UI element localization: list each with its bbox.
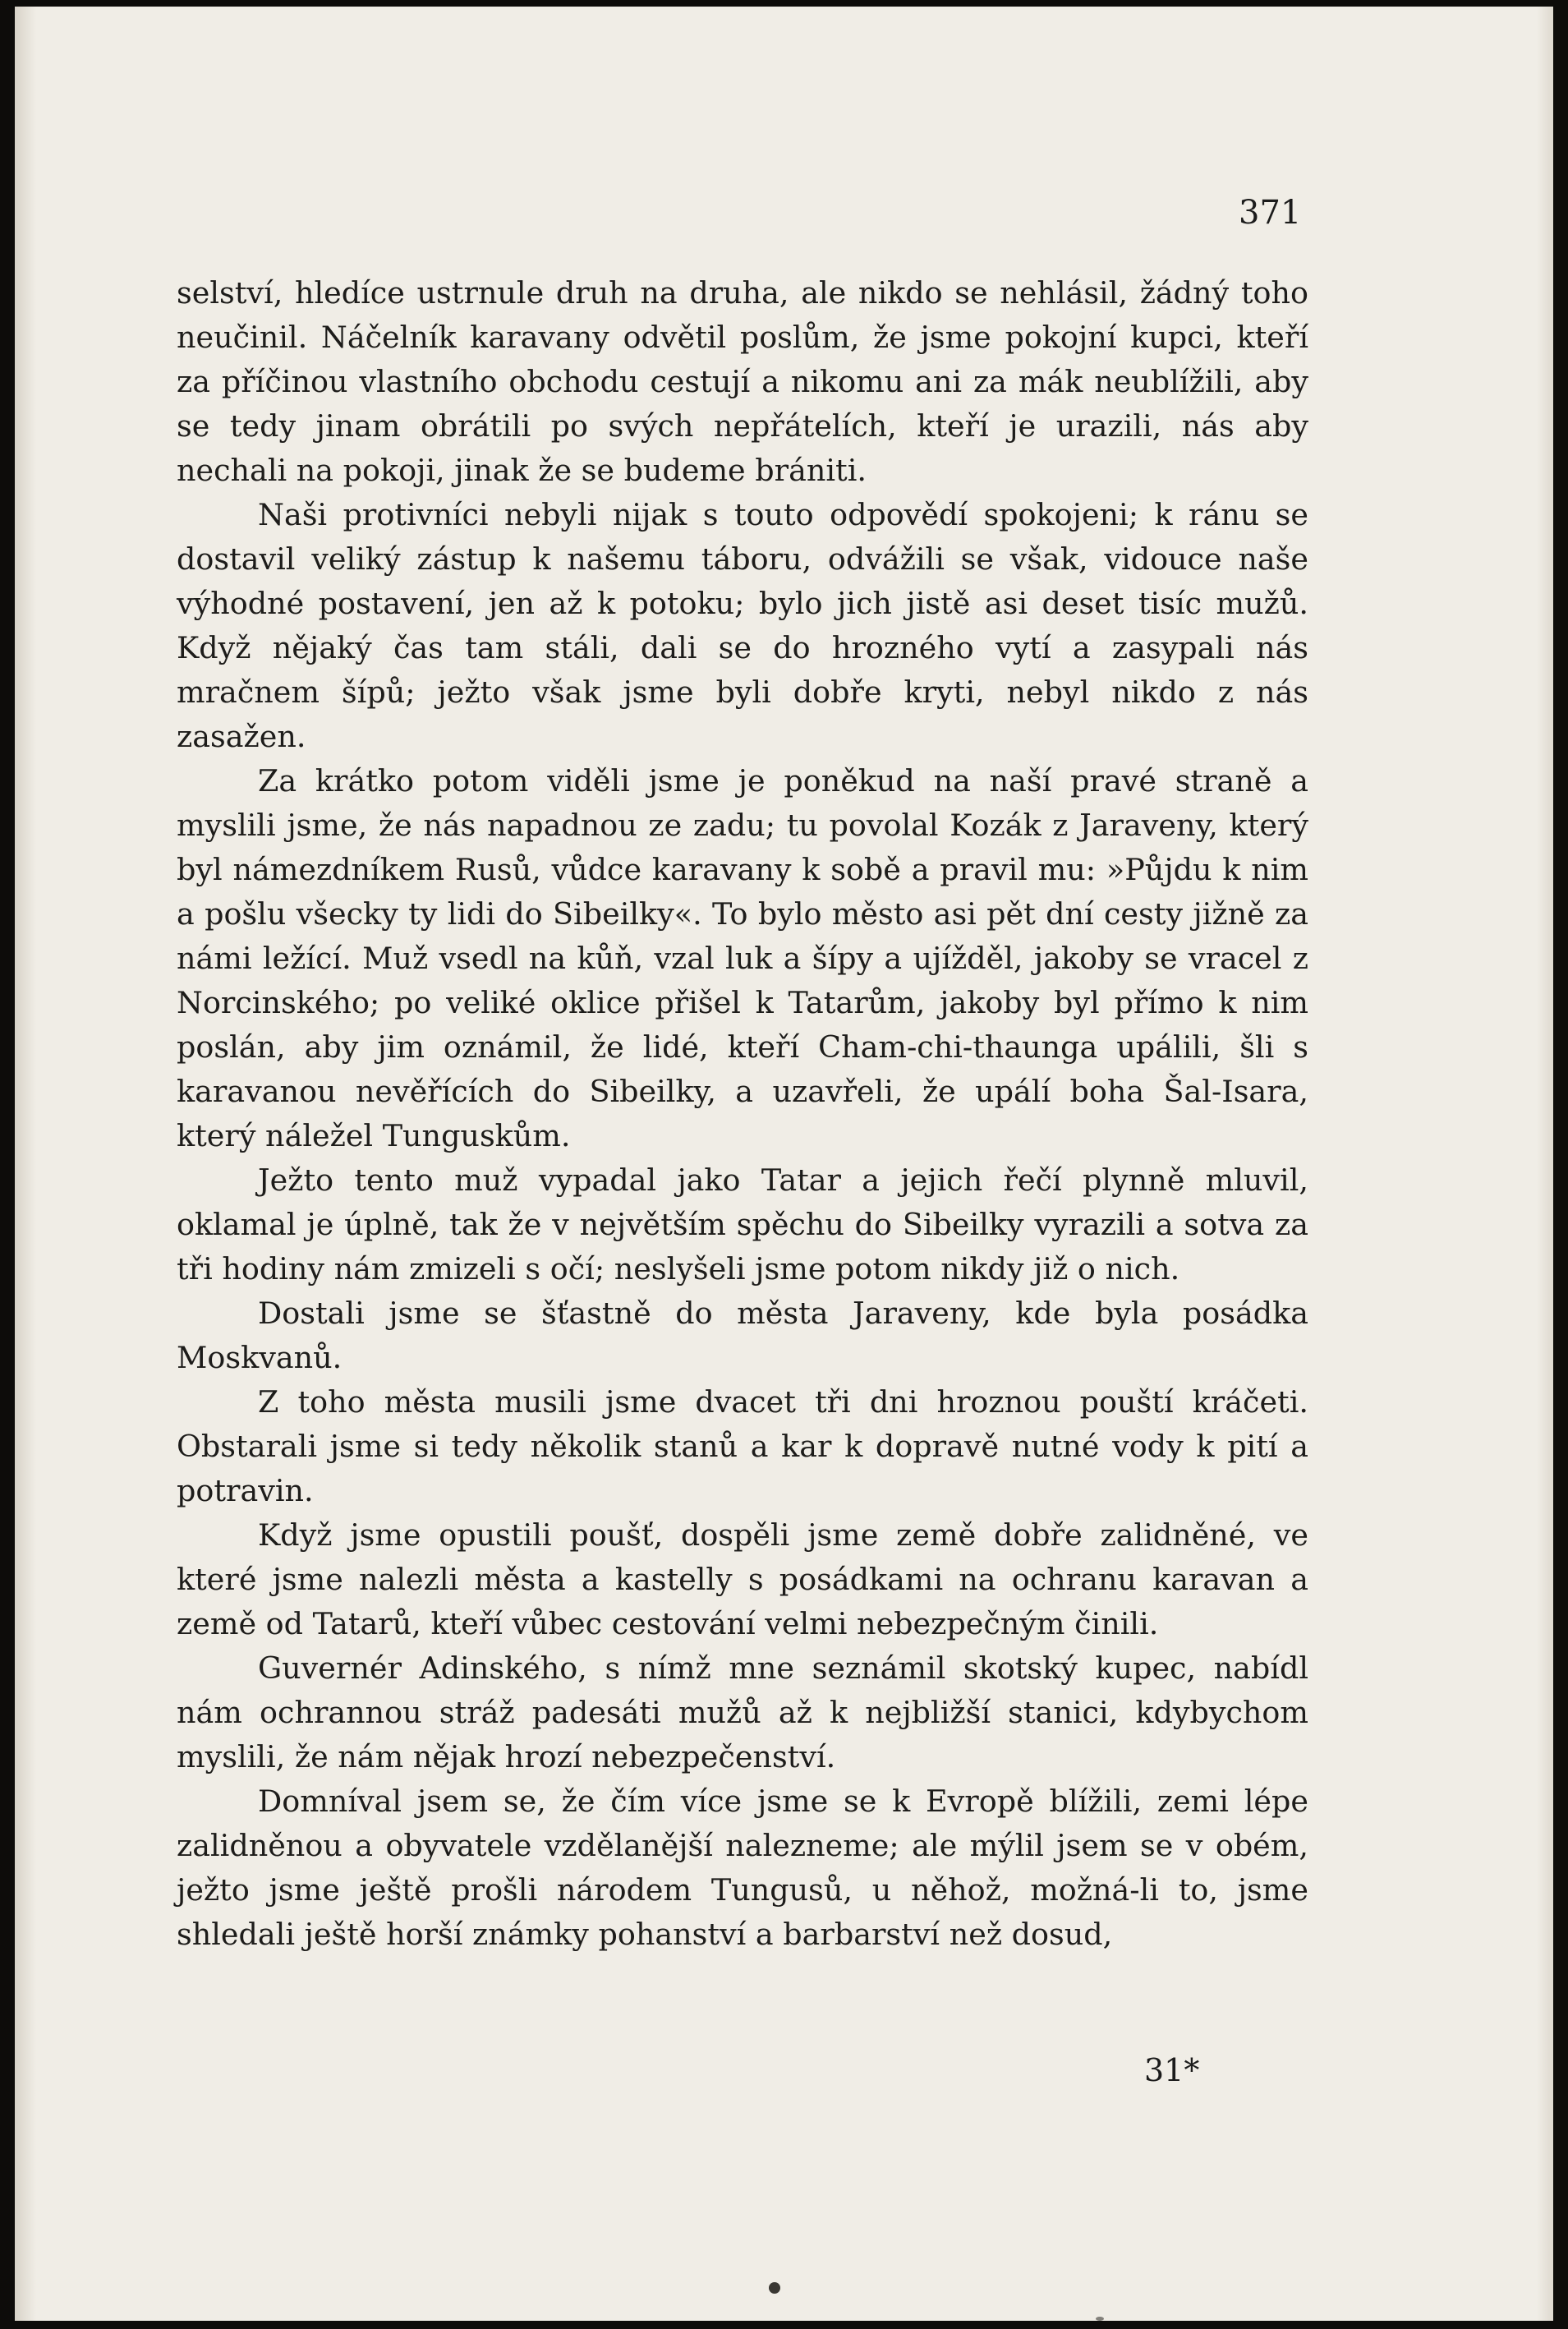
page-number: 371 — [1239, 194, 1302, 232]
body-text — [177, 271, 1308, 1957]
paragraph: Domníval jsem se, že čím více jsme se k Evropě blížili, zemi lépe zalidněnou a obyvatele vzdělanější nalezneme; ale mýlil jsem se v obém, ježto jsme ještě prošli národem Tungusů, u něhož, možná-li to, jsme shledali ještě horší známky pohanství a barbarství než dosud, — [177, 1784, 1308, 1952]
paragraph: Guvernér Adinského, s nímž mne seznámil skotský kupec, nabídl nám ochrannou stráž padesáti mužů až k nejbližší stanici, kdybychom myslili, že nám nějak hrozí nebezpečenství. — [177, 1650, 1308, 1774]
page-edge-shadow-right — [1537, 7, 1553, 2321]
signature-mark: 31* — [1144, 2052, 1200, 2088]
ink-speck — [769, 2282, 780, 2294]
paragraph: Za krátko potom viděli jsme je poněkud na naší pravé straně a myslili jsme, že nás napadnou ze zadu; tu povolal Kozák z Jaraveny, který byl námezdníkem Rusů, vůdce karavany k sobě a pravil mu: »Půjdu k nim a pošlu všecky ty lidi do Sibeilky«. To bylo město asi pět dní cesty jižně za námi ležící. Muž vsedl na kůň, vzal luk a šípy a ujížděl, jakoby se vracel z Norcinského; po veliké oklice přišel k Tatarům, jakoby byl přímo k nim poslán, aby jim oznámil, že lidé, kteří Cham-chi-thaunga upálili, šli s karavanou nevěřících do Sibeilky, a uzavřeli, že upálí boha Šal-Isara, který náležel Tunguskům. — [177, 763, 1308, 1153]
page-edge-shadow-left — [15, 7, 36, 2321]
paragraph: Naši protivníci nebyli nijak s touto odpovědí spokojeni; k ránu se dostavil veliký zástup k našemu táboru, odvážili se však, vidouce naše výhodné postavení, jen až k potoku; bylo jich jistě asi deset tisíc mužů. Když nějaký čas tam stáli, dali se do hrozného vytí a zasypali nás mračnem šípů; ježto však jsme byli dobře kryti, nebyl nikdo z nás zasažen. — [177, 497, 1308, 754]
paragraph: Dostali jsme se šťastně do města Jaraveny, kde byla posádka Moskvanů. — [177, 1296, 1308, 1375]
paragraph: selství, hledíce ustrnule druh na druha, ale nikdo se nehlásil, žádný toho neučinil. Náčelník karavany odvětil poslům, že jsme pokojní kupci, kteří za příčinou vlastního obchodu cestují a nikomu ani za mák neublížili, aby se tedy jinam obrátili po svých nepřátelích, kteří je urazili, nás aby nechali na pokoji, jinak že se budeme brániti. — [177, 275, 1308, 488]
paragraph: Z toho města musili jsme dvacet tři dni hroznou pouští kráčeti. Obstarali jsme si tedy několik stanů a kar k dopravě nutné vody k pití a potravin. — [177, 1384, 1308, 1508]
ink-speck — [1096, 2317, 1104, 2321]
paragraph: Ježto tento muž vypadal jako Tatar a jejich řečí plynně mluvil, oklamal je úplně, tak že v největším spěchu do Sibeilky vyrazili a sotva za tři hodiny nám zmizeli s očí; neslyšeli jsme potom nikdy již o nich. — [177, 1162, 1308, 1286]
book-page — [15, 7, 1553, 2321]
paragraph: Když jsme opustili poušť, dospěli jsme země dobře zalidněné, ve které jsme nalezli města a kastelly s posádkami na ochranu karavan a země od Tatarů, kteří vůbec cestování velmi nebezpečným činili. — [177, 1517, 1308, 1641]
